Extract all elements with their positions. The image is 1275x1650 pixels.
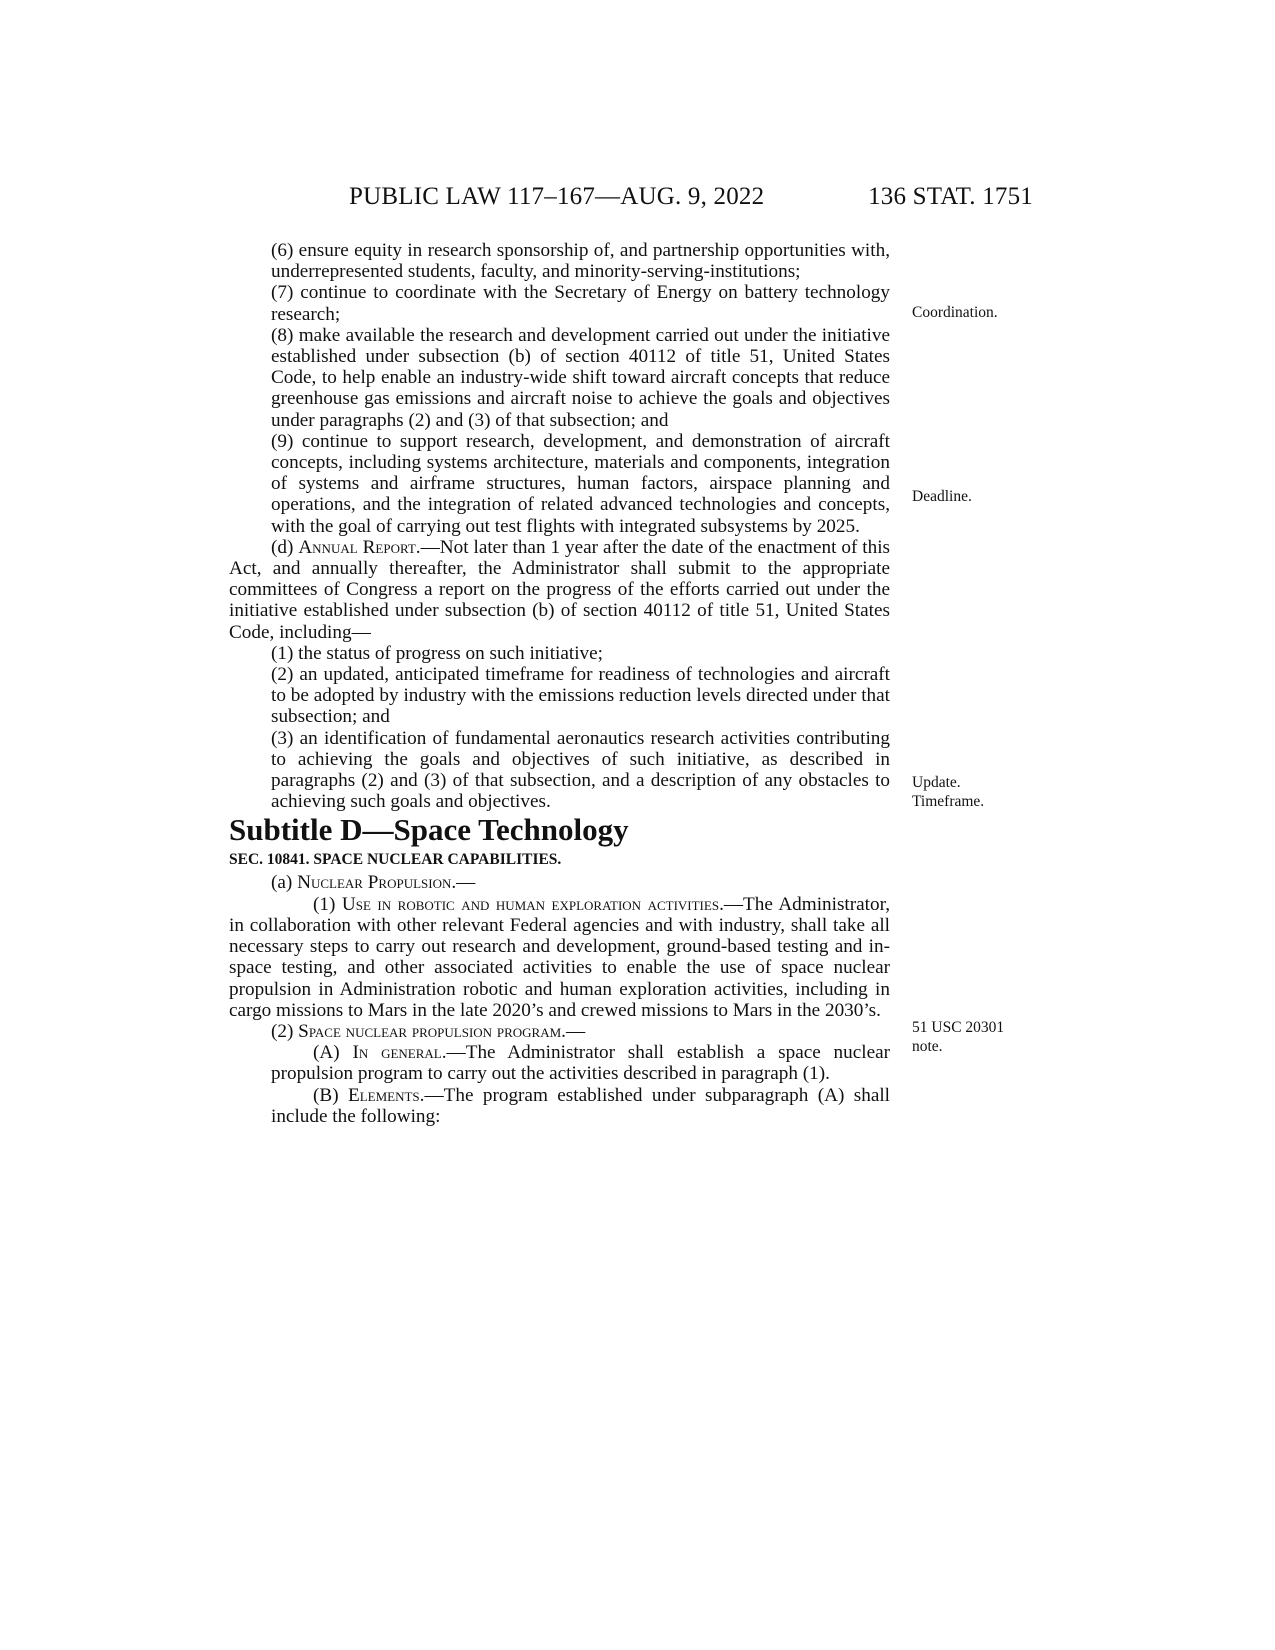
subparagraph-B-heading: Elements <box>347 1084 420 1106</box>
paragraph-8: (8) make available the research and development carried out under the initiative established under subsection (b) of section 40112 of title 51, United States Code, to help enable an industry-wide shift toward aircraft concepts that reduce greenhouse gas emissions and aircraft noise to achieve the goals and objectives under paragraphs (2) and (3) of that subsection; and <box>271 324 890 431</box>
paragraph-6: (6) ensure equity in research sponsorship of, and partnership opportunities with, underrepresented students, faculty, and minority-serving-institutions; <box>271 240 890 283</box>
paragraph-a2-dash: .— <box>561 1020 586 1042</box>
paragraph-a2-heading: Space nuclear propulsion program <box>298 1020 562 1042</box>
margin-note-note: note. <box>912 1038 943 1055</box>
subparagraph-A-label: (A) <box>313 1042 353 1064</box>
running-head: PUBLIC LAW 117–167—AUG. 9, 2022 <box>349 183 765 210</box>
subparagraph-B-label: (B) <box>313 1084 348 1106</box>
item-d2: (2) an updated, anticipated timeframe for readiness of technologies and aircraft to be adopted by industry with the emissions reduction levels directed under that subsection; and <box>271 664 890 728</box>
subsection-d <box>229 537 890 643</box>
paragraph-a2 <box>229 1021 890 1042</box>
paragraph-9: (9) continue to support research, development, and demonstration of aircraft concepts, including systems architecture, materials and components, integration of systems and airframe structures, human factors, airspace planning and operations, and the integration of related advanced technologies and concepts, with the goal of carrying out test flights with integrated subsystems by 2025. <box>271 430 890 537</box>
margin-note-update: Update. <box>912 774 961 791</box>
subsection-d-label: (d) <box>271 536 299 558</box>
subsection-d-heading: Annual Report <box>298 536 416 558</box>
paragraph-a1-text: .—The Administrator, in collaboration with other relevant Federal agencies and with industry, shall take all necessary steps to carry out research and development, ground-based testing and in-space testing, and other associated activities to enable the use of space nuclear propulsion in Administration robotic and human exploration activities, including in cargo missions to Mars in the late 2020’s and crewed missions to Mars in the 2030’s. <box>229 893 891 1021</box>
margin-note-coordination: Coordination. <box>912 304 998 321</box>
margin-note-usc: 51 USC 20301 <box>912 1019 1005 1036</box>
paragraph-a1-heading: Use in robotic and human exploration activities <box>341 893 720 915</box>
item-d3: (3) an identification of fundamental aeronautics research activities contributing to achieving the goals and objectives of such initiative, as described in paragraphs (2) and (3) of that subsection, and a description of any obstacles to achieving such goals and objectives. <box>271 727 890 813</box>
paragraph-a1-label: (1) <box>313 893 342 915</box>
subparagraph-A-text: .—The Administrator shall establish a space nuclear propulsion program to carry out the activities described in paragraph (1). <box>271 1042 891 1085</box>
margin-note-timeframe: Timeframe. <box>912 793 985 810</box>
page-number: 136 STAT. 1751 <box>868 183 1033 210</box>
main-text <box>229 240 890 1127</box>
section-heading: SEC. 10841. SPACE NUCLEAR CAPABILITIES. <box>229 851 562 869</box>
item-d1: (1) the status of progress on such initiative; <box>271 642 603 664</box>
paragraph-a2-label: (2) <box>271 1020 299 1042</box>
subparagraph-B-text: .—The program established under subparagraph (A) shall include the following: <box>271 1084 891 1127</box>
subsection-a <box>229 872 890 893</box>
paragraph-7: (7) continue to coordinate with the Secretary of Energy on battery technology research; <box>271 282 890 325</box>
page-header <box>229 183 1033 217</box>
subsection-a-heading: Nuclear Propulsion <box>297 872 452 894</box>
margin-note-deadline: Deadline. <box>912 488 972 505</box>
subparagraph-A <box>229 1042 890 1084</box>
subsection-d-text: .—Not later than 1 year after the date of the enactment of this Act, and annually thereafter, the Administrator shall submit to the appropriate committees of Congress a report on the progress of the efforts carried out under the initiative established under subsection (b) of section 40112 of title 51, United States Code, including— <box>229 536 890 643</box>
subparagraph-B <box>229 1085 890 1127</box>
subtitle-heading: Subtitle D—Space Technology <box>229 812 629 848</box>
paragraph-a1 <box>229 894 890 1021</box>
subsection-a-dash: .— <box>451 872 476 894</box>
subparagraph-A-heading: In general <box>352 1042 442 1064</box>
subsection-a-label: (a) <box>271 872 298 894</box>
